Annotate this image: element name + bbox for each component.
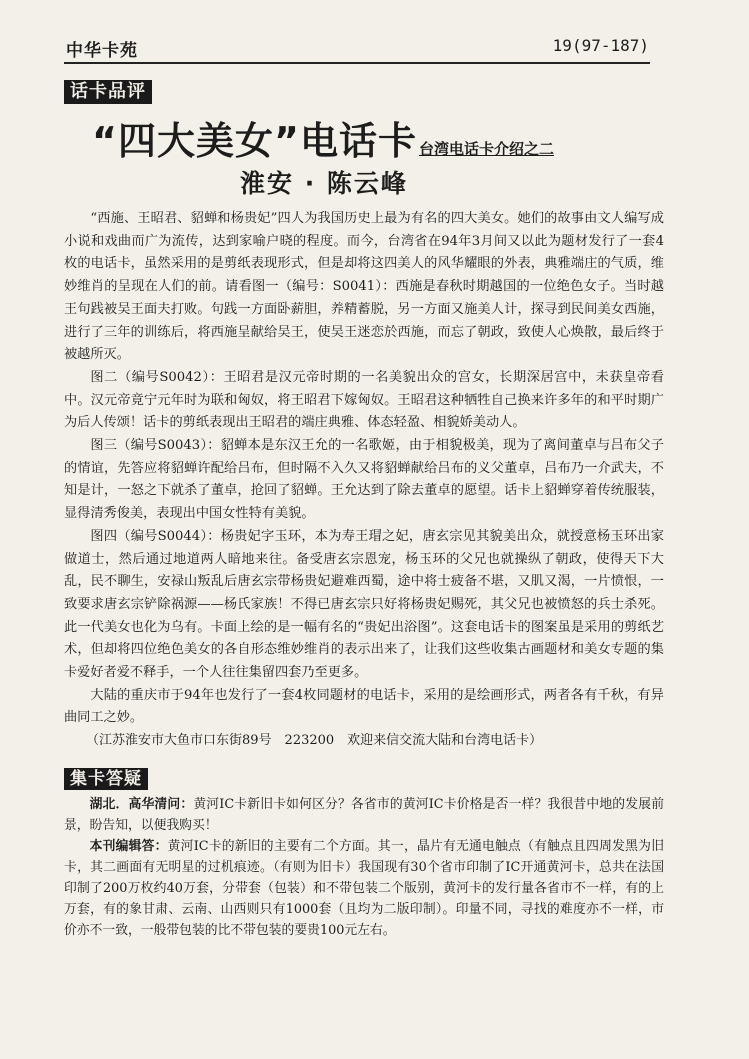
qa-answer [64,836,664,941]
question-lead: 湖北．高华清问： [89,797,194,812]
author-address: （江苏淮安市大鱼市口东街89号 223200 欢迎来信交流大陆和台湾电话卡） [86,733,543,749]
header-rule [64,62,650,64]
paragraph: “西施、王昭君、貂蝉和杨贵妃”四人为我国历史上最为有名的四大美女。她们的故事由文人编写成小说和戏曲而广为流传，达到家喻户晓的程度。而今，台湾省在94年3月间又以此为题材发行了一套4枚的电话卡，虽然采用的是剪纸表现形式，但是却将这四美人的风华耀眼的外表，典雅端庄的气质，维妙维肖的呈现在人们的前。请看图一（编号：S0041）：西施是春秋时期越国的一位绝色女子。当时越王句践被吴王面夫打败。句践一方面卧薪胆，养精蓄脱，另一方面又施美人计，探寻到民间美女西施，进行了三年的训练后，将西施呈献给吴王，使吴王迷恋於西施，而忘了朝政，致使人心焕散，最后终于被越所灭。 [64,211,664,363]
magazine-name: 中华卡苑 [66,41,138,61]
article-subtitle: 台湾电话卡介绍之二 [418,140,554,158]
answer-text: 黄河IC卡的新旧的主要有二个方面。其一，晶片有无通电触点（有触点且四周发黑为旧卡，其二画面有无明星的过机痕迹。（有则为旧卡）我国现有30个省市印制了IC开通黄河卡，总共在法国印制了200万枚约40万套，分带套（包装）和不带包装二个版别，黄河卡的发行量各省市不一样，有的上万套，有的象甘肃、云南、山西则只有1000套（且均为二版印制）。印量不同，寻找的难度亦不一样，市价亦不一致，一般带包装的比不带包装的要贵100元左右。 [64,839,664,938]
answer-lead: 本刊编辑答： [89,839,168,854]
paragraph: 图三（编号S0043）：貂蝉本是东汉王允的一名歌姬，由于相貌极美，现为了离间董卓与吕布父子的情谊，先答应将貂蝉许配给吕布，但时隔不入久又将貂蝉献给吕布的义父董卓，吕布乃一介武夫，不知是计，一怒之下就杀了董卓，抢回了貂蝉。王允达到了除去董卓的愿望。话卡上貂蝉穿着传统服装，显得清秀俊美，表现出中国女性特有美貌。 [64,438,664,522]
question-text: 黄河IC卡新旧卡如何区分？各省市的黄河IC卡价格是否一样？我很昔中地的发展前景，盼告知，以便我购买！ [64,797,665,833]
paragraph: 图四（编号S0044）：杨贵妃字玉环，本为寿王瑁之妃，唐玄宗见其貌美出众，就授意杨玉环出家做道士，然后通过地道两人暗地来往。备受唐玄宗恩宠，杨玉环的父兄也就操纵了朝政，使得天下大乱，民不聊生，安禄山叛乱后唐玄宗带杨贵妃避难西蜀，途中将士疲备不堪，又肌又渴，一片愤恨，一致要求唐玄宗铲除祸源——杨氏家族！不得已唐玄宗只好将杨贵妃赐死，其父兄也被愤怒的兵士杀死。此一代美女也化为乌有。卡面上绘的是一幅有名的“贵妃出浴图”。这套电话卡的图案虽是采用的剪纸艺术，但却将四位绝色美女的各自形态维妙维肖的表示出来了，让我们这些收集古画题材和美女专题的集卡爱好者爱不释手，一个人往往集留四套乃至更多。 [64,528,664,681]
paragraph: 大陆的重庆市于94年也发行了一套4枚同题材的电话卡，采用的是绘画形式，两者各有千秋，有异曲同工之妙。 [64,687,664,726]
article-body [64,208,664,752]
qa-section [64,794,664,941]
article-title: “四大美女”电话卡 [92,119,417,163]
issue-number: 19(97-187) [552,36,649,55]
section-tag: 话卡品评 [64,80,152,104]
article-author: 淮安 · 陈云峰 [240,169,408,198]
article-heading [92,110,652,165]
qa-question [64,794,664,836]
paragraph: 图二（编号S0042）：王昭君是汉元帝时期的一名美貌出众的宫女，长期深居宫中，未获皇帝看中。汉元帝竟宁元年时为联和匈奴，将王昭君下嫁匈奴。王昭君这种牺牲自己换来许多年的和平时期广为后人传颂！话卡的剪纸表现出王昭君的端庄典雅、体态轻盈、相貌娇美动人。 [64,369,664,431]
qa-section-tag: 集卡答疑 [64,768,148,790]
